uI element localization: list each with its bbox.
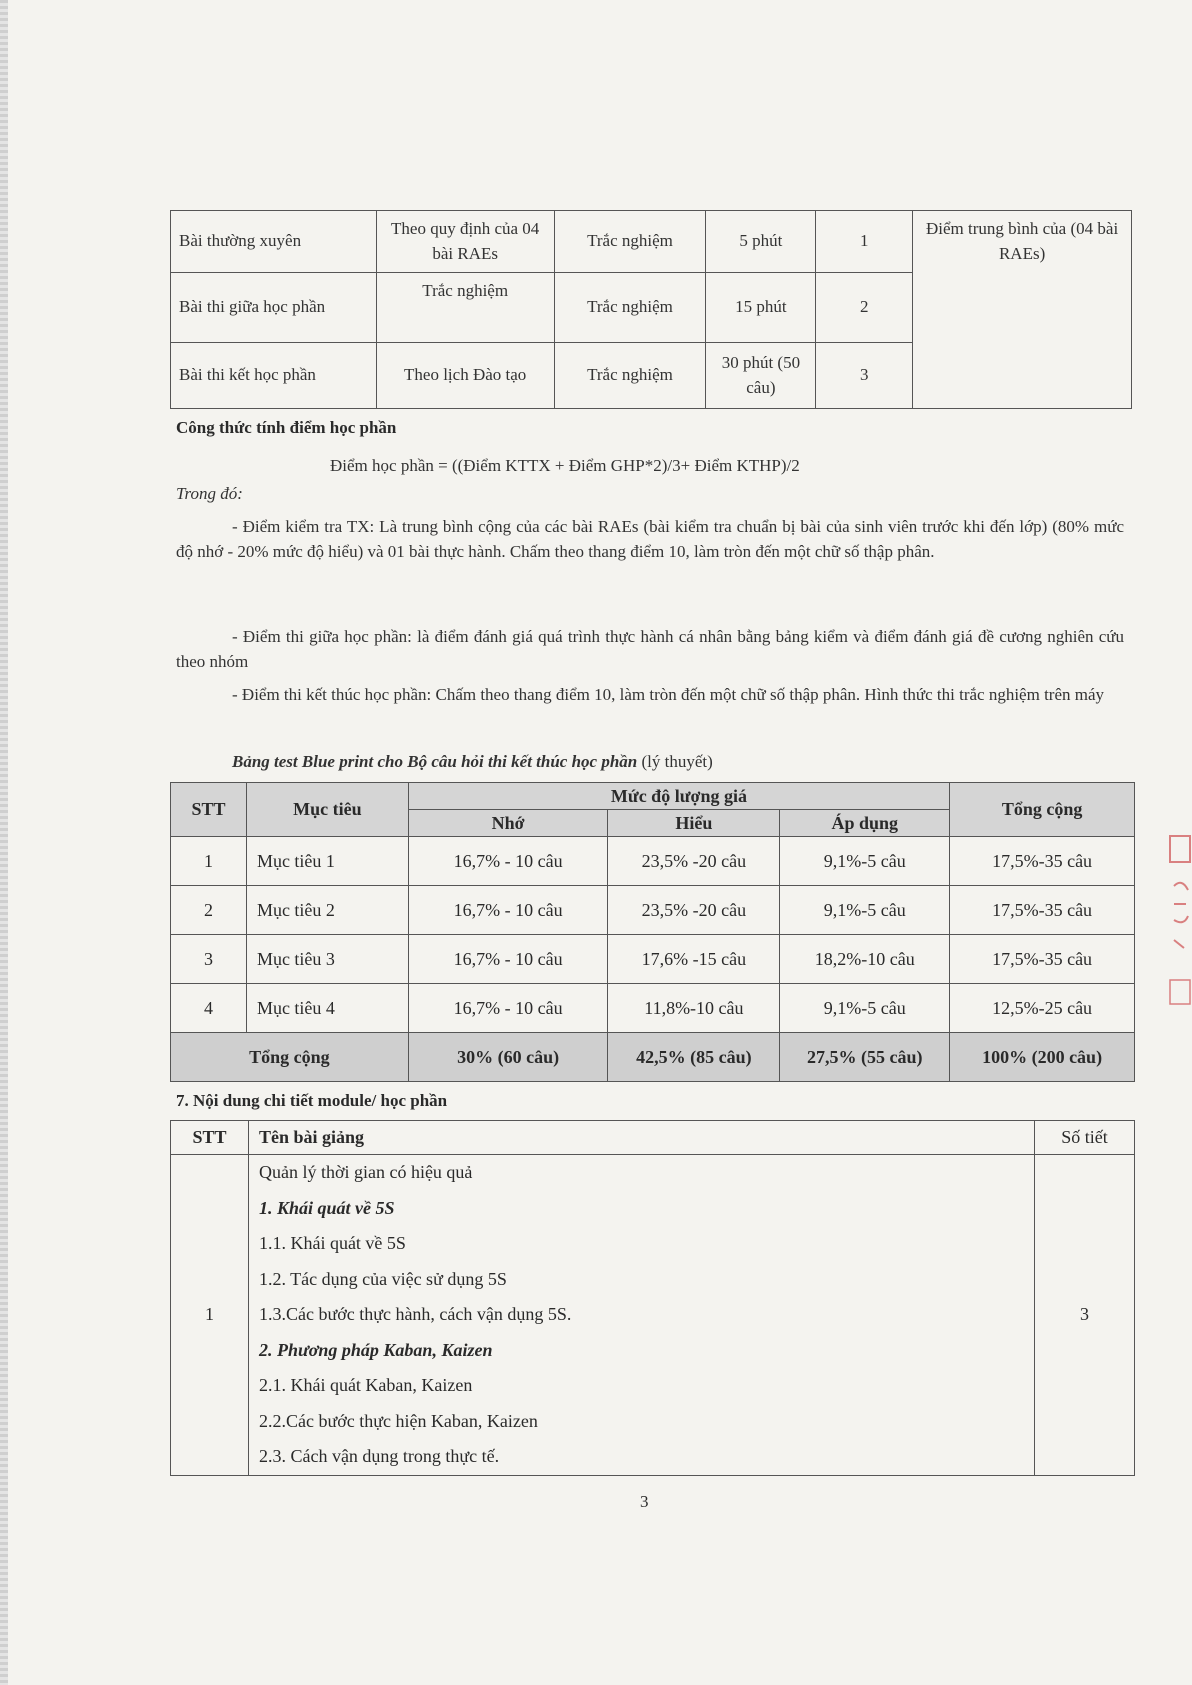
stamp-mark [1168, 830, 1192, 1030]
blueprint-caption-rest: (lý thuyết) [637, 752, 713, 771]
assessment-weight: 2 [816, 273, 913, 343]
total-total: 100% (200 câu) [950, 1033, 1135, 1082]
cell-goal: Mục tiêu 4 [246, 984, 408, 1033]
blueprint-caption-title: Bảng test Blue print cho Bộ câu hỏi thi kết thúc học phần [232, 752, 638, 771]
cell-goal: Mục tiêu 1 [246, 837, 408, 886]
cell-stt: 3 [171, 935, 247, 984]
assessment-time-rule: Theo lịch Đào tạo [376, 343, 554, 409]
table-row [171, 211, 1132, 273]
header-lecture: Tên bài giảng [248, 1121, 1034, 1155]
lecture-content [248, 1155, 1034, 1476]
header-level: Mức độ lượng giá [408, 783, 949, 810]
cell-remember: 16,7% - 10 câu [408, 984, 608, 1033]
formula-where: Trong đó: [176, 484, 243, 503]
header-periods: Số tiết [1035, 1121, 1135, 1155]
table-row [171, 886, 1135, 935]
header-total: Tổng cộng [950, 783, 1135, 837]
cell-understand: 11,8%-10 câu [608, 984, 780, 1033]
table-header-row [171, 1121, 1135, 1155]
table-header-row [171, 783, 1135, 810]
header-goal: Mục tiêu [246, 783, 408, 837]
table-row [171, 837, 1135, 886]
formula-equation: Điểm học phần = ((Điểm KTTX + Điểm GHP*2)/3+ Điểm KTHP)/2 [330, 456, 800, 475]
header-remember: Nhớ [408, 810, 608, 837]
total-remember: 30% (60 câu) [408, 1033, 608, 1082]
assessment-name: Bài thi giữa học phần [171, 273, 377, 343]
lecture-line: 2.2.Các bước thực hiện Kaban, Kaizen [258, 1410, 538, 1431]
table-row [171, 984, 1135, 1033]
cell-goal: Mục tiêu 3 [246, 935, 408, 984]
stamp-mark-graphic [1168, 830, 1192, 1030]
assessment-note: Điểm trung bình của (04 bài RAEs) [913, 211, 1132, 409]
cell-apply: 9,1%-5 câu [780, 886, 950, 935]
cell-remember: 16,7% - 10 câu [408, 837, 608, 886]
cell-total: 17,5%-35 câu [950, 886, 1135, 935]
assessment-form: Trắc nghiệm [554, 211, 706, 273]
cell-total: 17,5%-35 câu [950, 837, 1135, 886]
cell-understand: 17,6% -15 câu [608, 935, 780, 984]
lecture-line: 2. Phương pháp Kaban, Kaizen [258, 1339, 493, 1360]
lecture-line: 2.1. Khái quát Kaban, Kaizen [258, 1375, 473, 1395]
formula-item-1: - Điểm kiểm tra TX: Là trung bình cộng của các bài RAEs (bài kiểm tra chuẩn bị bài của sinh viên trước khi đến lớp) (80% mức độ nhớ - 20% mức độ hiểu) và 01 bài thực hành. Chấm theo thang điểm 10, làm tròn đến một chữ số thập phân. [176, 517, 1124, 561]
lecture-table [170, 1120, 1135, 1476]
cell-stt: 1 [171, 837, 247, 886]
formula-heading: Công thức tính điểm học phần [176, 418, 397, 437]
cell-apply: 9,1%-5 câu [780, 984, 950, 1033]
header-stt: STT [171, 783, 247, 837]
assessment-weight: 1 [816, 211, 913, 273]
assessment-duration: 15 phút [706, 273, 816, 343]
lecture-line: 1. Khái quát về 5S [258, 1197, 395, 1218]
cell-stt: 2 [171, 886, 247, 935]
lecture-line: 2.3. Cách vận dụng trong thực tế. [258, 1446, 500, 1466]
cell-periods: 3 [1035, 1155, 1135, 1476]
scan-edge [0, 0, 8, 1685]
cell-remember: 16,7% - 10 câu [408, 886, 608, 935]
cell-total: 12,5%-25 câu [950, 984, 1135, 1033]
cell-total: 17,5%-35 câu [950, 935, 1135, 984]
cell-apply: 9,1%-5 câu [780, 837, 950, 886]
total-label: Tổng cộng [171, 1033, 409, 1082]
lecture-line: 1.2. Tác dụng của việc sử dụng 5S [258, 1268, 507, 1289]
assessment-form: Trắc nghiệm [554, 343, 706, 409]
assessment-form: Trắc nghiệm [554, 273, 706, 343]
table-row [171, 935, 1135, 984]
formula-item-3: - Điểm thi kết thúc học phần: Chấm theo thang điểm 10, làm tròn đến một chữ số thập phân. Hình thức thi trắc nghiệm trên máy [232, 685, 1105, 704]
blueprint-table [170, 782, 1135, 1082]
lecture-line: Quản lý thời gian có hiệu quả [258, 1162, 473, 1182]
table-total-row [171, 1033, 1135, 1082]
assessment-table [170, 210, 1132, 409]
lecture-line: 1.1. Khái quát về 5S [258, 1233, 406, 1253]
lecture-line: 1.3.Các bước thực hành, cách vận dụng 5S. [258, 1304, 572, 1324]
cell-goal: Mục tiêu 2 [246, 886, 408, 935]
assessment-name: Bài thi kết học phần [171, 343, 377, 409]
cell-stt: 1 [171, 1155, 249, 1476]
total-understand: 42,5% (85 câu) [608, 1033, 780, 1082]
section-heading: 7. Nội dung chi tiết module/ học phần [176, 1091, 448, 1110]
assessment-duration: 5 phút [706, 211, 816, 273]
assessment-duration: 30 phút (50 câu) [706, 343, 816, 409]
assessment-time-rule: Trắc nghiệm [376, 273, 554, 343]
cell-understand: 23,5% -20 câu [608, 886, 780, 935]
blueprint-caption [232, 750, 713, 775]
assessment-time-rule: Theo quy định của 04 bài RAEs [376, 211, 554, 273]
page-number: 3 [640, 1492, 649, 1511]
header-stt: STT [171, 1121, 249, 1155]
table-row [171, 1155, 1135, 1476]
total-apply: 27,5% (55 câu) [780, 1033, 950, 1082]
cell-understand: 23,5% -20 câu [608, 837, 780, 886]
header-understand: Hiểu [608, 810, 780, 837]
header-apply: Áp dụng [780, 810, 950, 837]
assessment-name: Bài thường xuyên [171, 211, 377, 273]
formula-item-2: - Điểm thi giữa học phần: là điểm đánh giá quá trình thực hành cá nhân bằng bảng kiểm và điểm đánh giá đề cương nghiên cứu theo nhóm [176, 627, 1124, 671]
cell-stt: 4 [171, 984, 247, 1033]
cell-apply: 18,2%-10 câu [780, 935, 950, 984]
cell-remember: 16,7% - 10 câu [408, 935, 608, 984]
assessment-weight: 3 [816, 343, 913, 409]
